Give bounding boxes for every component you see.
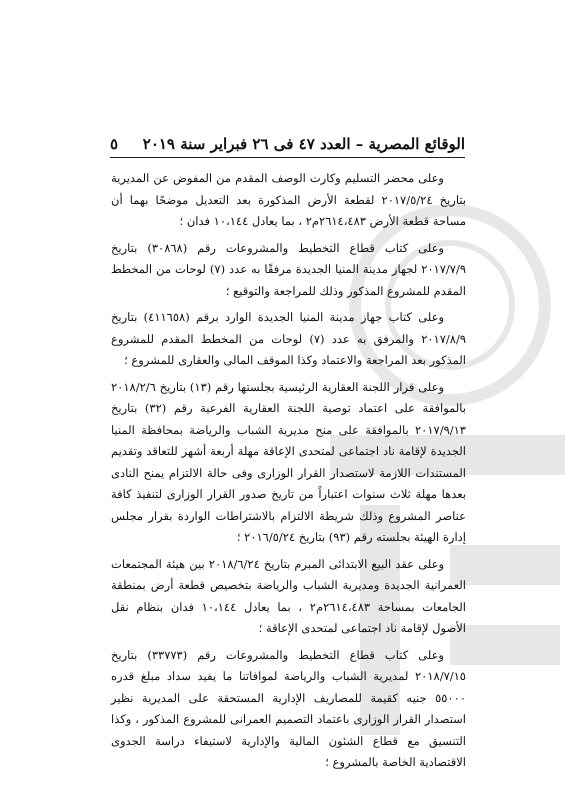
- document-body: [111, 168, 466, 774]
- page-header: [110, 131, 465, 158]
- paragraph: وعلى عقد البيع الابتدائى المبرم بتاريخ ٢٠١٨/٦/٢٤ بين هيئة المجتمعات العمرانية الجديدة ومديرية الشباب والرياضة بتخصيص قطعة أرض بمنطقة الجامعات بمساحة ٢٦١٤،٤٨٣م٢ ، بما يعادل ١٠،١٤٤ فدان بنظام نقل الأصول لإقامة ناد اجتماعى لمتحدى الإعاقة ؛: [111, 556, 466, 635]
- page-number: ٥: [110, 135, 119, 153]
- paragraph: وعلى كتاب قطاع التخطيط والمشروعات رقم (٣٣٧٧٣) بتاريخ ٢٠١٨/٧/١٥ لمديرية الشباب والرياضة لموافاتنا ما يفيد سداد مبلغ قدره ٥٥٠٠٠ جنيه كقيمة للمصاريف الإدارية المستحقة على المديرية نظير استصدار القرار الوزارى باعتماد التصميم العمرانى للمشروع المذكور ، وكذا التنسيق مع قطاع الشئون المالية والإدارية لاستيفاء دراسة الجدوى الاقتصادية الخاصة بالمشروع ؛: [111, 647, 466, 769]
- paragraph: وعلى كتاب جهاز مدينة المنيا الجديدة الوارد برقم (٤١١٦٥٨) بتاريخ ٢٠١٧/٨/٩ والمرفق به عدد (٧) لوحات من المخطط المقدم للمشروع المذكور بعد المراجعة والاعتماد وكذا الموقف المالى والعقارى للمشروع ؛: [111, 310, 466, 367]
- paragraph: وعلى كتاب قطاع التخطيط والمشروعات رقم (٣٠٨٦٨) بتاريخ ٢٠١٧/٧/٩ لجهاز مدينة المنيا الجديدة مرفقًا به عدد (٧) لوحات من المخطط المقدم للمشروع المذكور وذلك للمراجعة والتوقيع ؛: [111, 240, 466, 298]
- paragraph: وعلى محضر التسليم وكارت الوصف المقدم من المفوض عن المديرية بتاريخ ٢٠١٧/٥/٢٤ لقطعة الأرض المذكورة بعد التعديل موضحًا بهما أن مساحة قطعة الأرض ٢٦١٤،٤٨٣م٢ ، بما يعادل ١٠،١٤٤ فدان ؛: [111, 171, 466, 228]
- header-title: الوقائع المصرية – العدد ٤٧ فى ٢٦ فبراير سنة ٢٠١٩: [142, 135, 465, 153]
- paragraph: وعلى قرار اللجنة العقارية الرئيسية بجلستها رقم (١٣) بتاريخ ٢٠١٨/٢/٦ بالموافقة على اعتماد توصية اللجنة العقارية الفرعية رقم (٣٢) بتاريخ ٢٠١٧/٩/١٣ بالموافقة على منح مديرية الشباب والرياضة بمحافظة المنيا الجديدة لإقامة ناد اجتماعى لمتحدى الإعاقة مهلة أربعة أشهر للتعاقد وتقديم المستندات اللازمة لاستصدار القرار الوزارى وفى حالة الالتزام يمنح النادى بعدها مهلة ثلاث سنوات اعتباراً من تاريخ صدور القرار الوزارى لتنفيذ كافة عناصر المشروع وذلك شريطة الالتزام بالاشتراطات الواردة بقرار مجلس إدارة الهيئة بجلسته رقم (٩٣) بتاريخ ٢٠١٦/٥/٢٤ ؛: [111, 379, 467, 544]
